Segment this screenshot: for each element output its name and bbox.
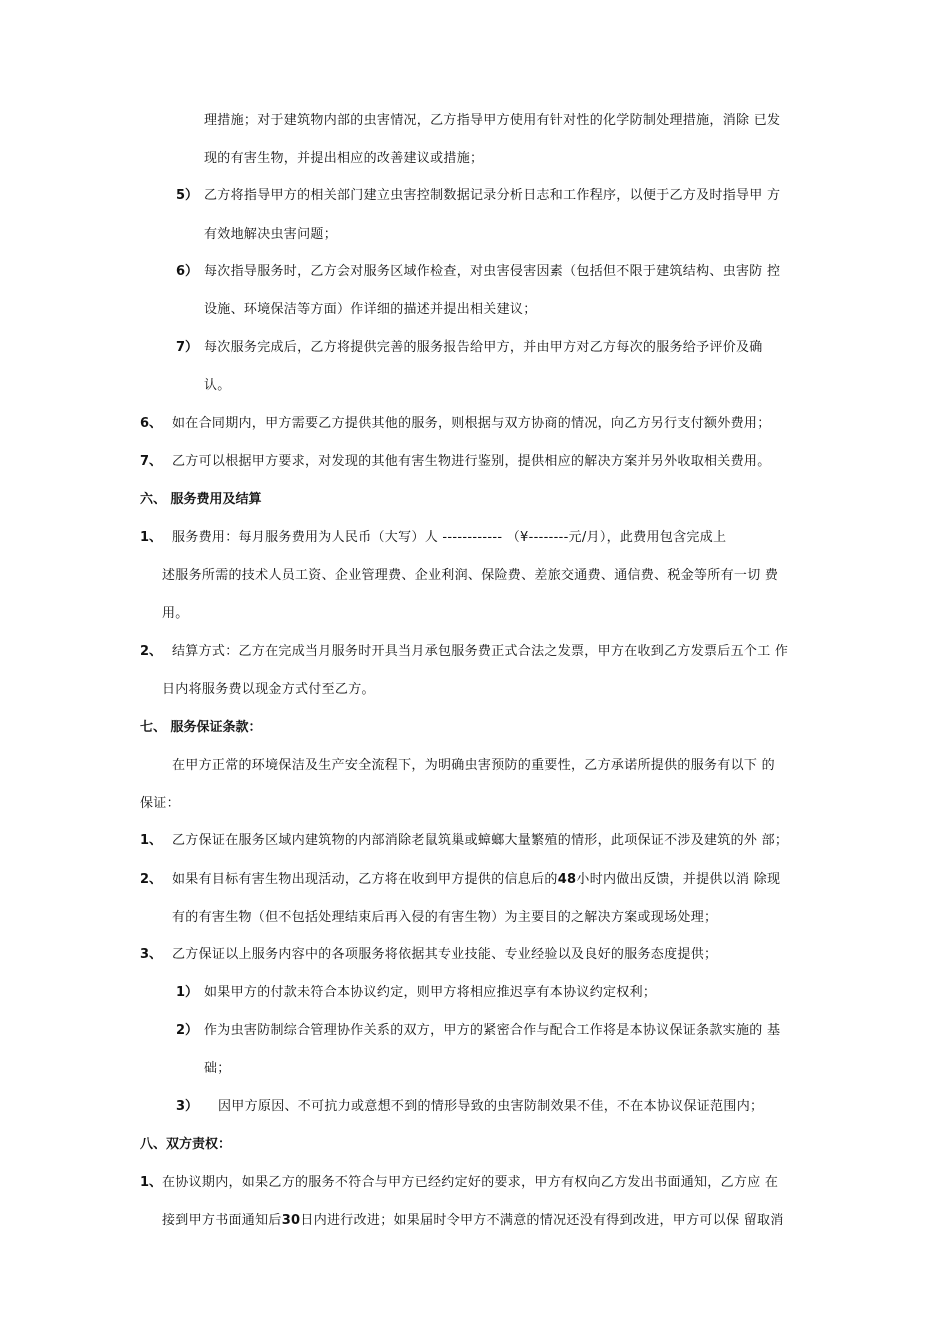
item-number: 1、 bbox=[140, 1175, 163, 1190]
text-line bbox=[172, 872, 780, 888]
item-number: 1、 bbox=[140, 833, 163, 848]
text-line: 日内将服务费以现金方式付至乙方。 bbox=[162, 682, 375, 697]
text-line: 用。 bbox=[162, 606, 189, 621]
text-line: 如在合同期内，甲方需要乙方提供其他的服务，则根据与双方协商的情况，向乙方另行支付额外费用； bbox=[172, 416, 771, 431]
text-line: 每次服务完成后，乙方将提供完善的服务报告给甲方，并由甲方对乙方每次的服务给予评价及确 bbox=[204, 340, 763, 355]
item-number: 3） bbox=[176, 1099, 199, 1114]
item-number: 2、 bbox=[140, 644, 163, 659]
text-line: 每次指导服务时，乙方会对服务区域作检查，对虫害侵害因素（包括但不限于建筑结构、虫害防 控 bbox=[204, 264, 781, 279]
text-line: 设施、环境保洁等方面）作详细的描述并提出相关建议； bbox=[204, 302, 537, 317]
section-heading: 七、 服务保证条款： bbox=[140, 720, 262, 735]
text-line: 作为虫害防制综合管理协作关系的双方，甲方的紧密合作与配合工作将是本协议保证条款实施的 基 bbox=[204, 1023, 781, 1038]
text-line: 乙方将指导甲方的相关部门建立虫害控制数据记录分析日志和工作程序，以便于乙方及时指导甲 方 bbox=[204, 188, 781, 203]
bold-number: 30 bbox=[281, 1213, 301, 1228]
item-number: 7、 bbox=[140, 454, 163, 469]
text-line: 在甲方正常的环境保洁及生产安全流程下，为明确虫害预防的重要性，乙方承诺所提供的服务有以下 的 bbox=[172, 758, 775, 773]
text-line: 如果甲方的付款未符合本协议约定，则甲方将相应推迟享有本协议约定权利； bbox=[204, 985, 657, 1000]
text-segment: 小时内做出反馈，并提供以消 除现 bbox=[576, 872, 781, 887]
text-line: 有效地解决虫害问题； bbox=[204, 227, 338, 242]
text-line: 乙方可以根据甲方要求，对发现的其他有害生物进行鉴别，提供相应的解决方案并另外收取相关费用。 bbox=[172, 454, 771, 469]
item-number: 6、 bbox=[140, 416, 163, 431]
item-number: 1、 bbox=[140, 530, 163, 545]
item-number: 7） bbox=[176, 340, 199, 355]
item-number: 2） bbox=[176, 1023, 199, 1038]
item-number: 2、 bbox=[140, 872, 163, 887]
item-number: 1） bbox=[176, 985, 199, 1000]
text-line: 述服务所需的技术人员工资、企业管理费、企业利润、保险费、差旅交通费、通信费、税金等所有一切 费 bbox=[162, 568, 779, 583]
item-number: 3、 bbox=[140, 947, 163, 962]
text-line bbox=[162, 1213, 784, 1229]
text-line: 结算方式：乙方在完成当月服务时开具当月承包服务费正式合法之发票，甲方在收到乙方发票后五个工 作 bbox=[172, 644, 789, 659]
text-line: 因甲方原因、不可抗力或意想不到的情形导致的虫害防制效果不佳，不在本协议保证范围内； bbox=[218, 1099, 764, 1114]
text-line: 乙方保证在服务区域内建筑物的内部消除老鼠筑巢或蟑螂大量繁殖的情形，此项保证不涉及建筑的外 部； bbox=[172, 833, 789, 848]
text-segment: 如果有目标有害生物出现活动，乙方将在收到甲方提供的信息后的 bbox=[172, 872, 558, 887]
section-heading: 八、双方责权： bbox=[140, 1137, 232, 1152]
item-number: 6） bbox=[176, 264, 199, 279]
text-segment: 接到甲方书面通知后 bbox=[162, 1213, 282, 1228]
text-line: 理措施；对于建筑物内部的虫害情况，乙方指导甲方使用有针对性的化学防制处理措施，消除 已发 bbox=[204, 113, 781, 128]
text-line: 乙方保证以上服务内容中的各项服务将依据其专业技能、专业经验以及良好的服务态度提供； bbox=[172, 947, 718, 962]
text-line: 服务费用：每月服务费用为人民币（大写）人 ------------ （¥--------元/月），此费用包含完成上 bbox=[172, 530, 727, 545]
item-number: 5） bbox=[176, 188, 199, 203]
section-heading: 六、 服务费用及结算 bbox=[140, 492, 262, 507]
text-segment: 日内进行改进；如果届时令甲方不满意的情况还没有得到改进，甲方可以保 留取消 bbox=[300, 1213, 784, 1228]
bold-number: 48 bbox=[557, 872, 577, 887]
text-line: 保证： bbox=[140, 796, 180, 811]
text-line: 在协议期内，如果乙方的服务不符合与甲方已经约定好的要求，甲方有权向乙方发出书面通知，乙方应 在 bbox=[162, 1175, 779, 1190]
text-line: 础； bbox=[204, 1061, 231, 1076]
text-line: 现的有害生物，并提出相应的改善建议或措施； bbox=[204, 151, 484, 166]
text-line: 认。 bbox=[204, 378, 231, 393]
text-line: 有的有害生物（但不包括处理结束后再入侵的有害生物）为主要目的之解决方案或现场处理； bbox=[172, 910, 718, 925]
